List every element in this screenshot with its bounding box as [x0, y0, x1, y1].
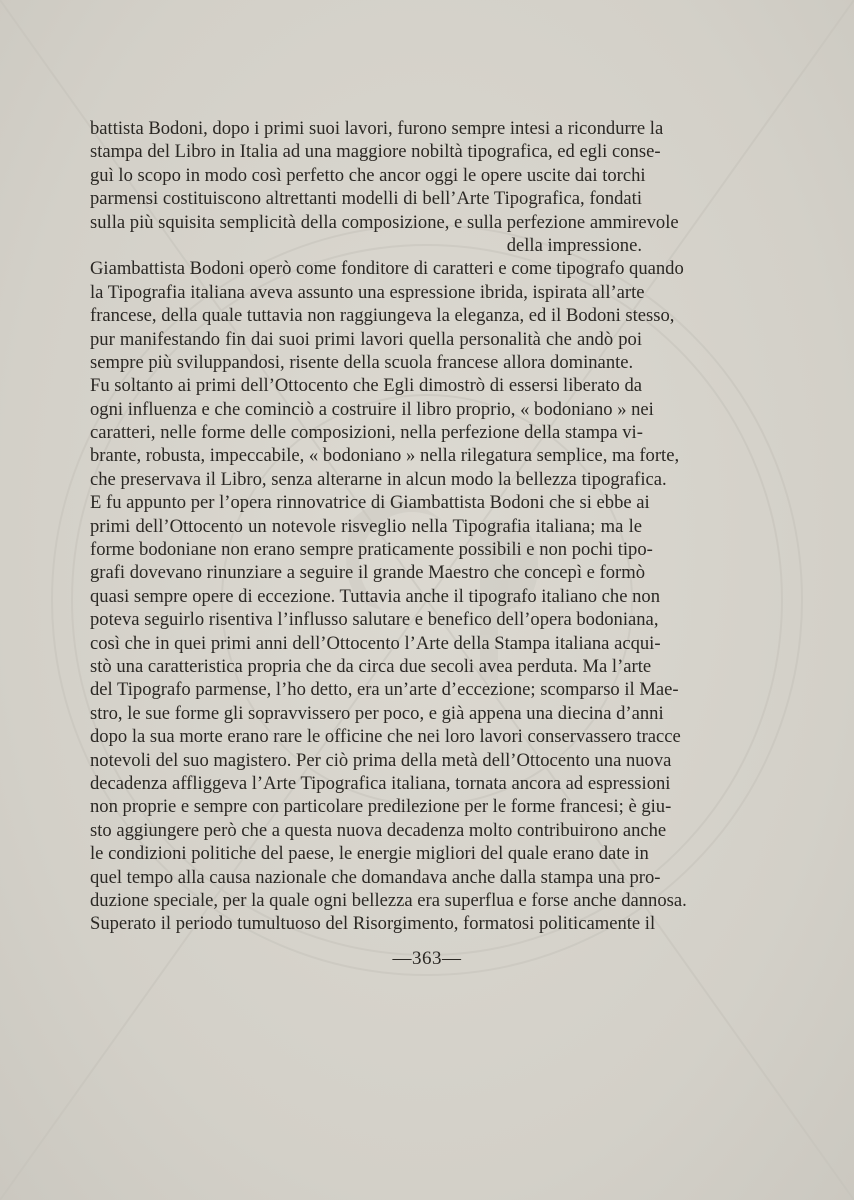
text-line: brante, robusta, impeccabile, « bodoniano » nella rilegatura semplice, ma forte,: [90, 445, 680, 467]
text-line: francese, della quale tuttavia non raggiungeva la eleganza, ed il Bodoni stesso,: [90, 305, 675, 327]
text-line: del Tipografo parmense, l’ho detto, era un’arte d’eccezione; scomparso il Mae-: [90, 679, 679, 701]
text-line: la Tipografia italiana aveva assunto una espressione ibrida, ispirata all’arte: [90, 281, 645, 303]
text-line: guì lo scopo in modo così perfetto che ancor oggi le opere uscite dai torchi: [90, 164, 646, 186]
text-line: pur manifestando fin dai suoi primi lavori quella personalità che andò poi: [90, 328, 642, 350]
text-line: quasi sempre opere di eccezione. Tuttavia anche il tipografo italiano che non: [90, 585, 661, 607]
text-line: Fu soltanto ai primi dell’Ottocento che Egli dimostrò di essersi liberato da: [90, 375, 643, 397]
text-line: battista Bodoni, dopo i primi suoi lavori, furono sempre intesi a ricondurre la: [90, 118, 664, 139]
text-line: dopo la sua morte erano rare le officine che nei loro lavori conservassero tracce: [90, 726, 681, 748]
text-line: decadenza affliggeva l’Arte Tipografica italiana, tornata ancora ad espressioni: [90, 772, 671, 794]
text-line: grafi dovevano rinunziare a seguire il grande Maestro che concepì e formò: [90, 562, 645, 584]
text-line: stampa del Libro in Italia ad una maggiore nobiltà tipografica, ed egli conse-: [90, 141, 661, 163]
text-line: primi dell’Ottocento un notevole risveglio nella Tipografia italiana; ma le: [90, 515, 642, 537]
text-line: della impressione.: [506, 234, 642, 256]
text-line: stro, le sue forme gli sopravvissero per poco, e già appena una diecina d’anni: [90, 702, 664, 724]
text-line: quel tempo alla causa nazionale che domandava anche dalla stampa una pro-: [90, 866, 661, 888]
text-line: notevoli del suo magistero. Per ciò prima della metà dell’Ottocento una nuova: [90, 749, 672, 771]
text-line: Giambattista Bodoni operò come fonditore di caratteri e come tipografo quando: [90, 258, 684, 280]
text-line: duzione speciale, per la quale ogni bellezza era superflua e forse anche dannosa.: [90, 889, 687, 911]
text-line: forme bodoniane non erano sempre praticamente possibili e non pochi tipo-: [90, 539, 653, 561]
page-number: —363—: [392, 948, 462, 969]
text-line: così che in quei primi anni dell’Ottocento l’Arte della Stampa italiana acqui-: [90, 632, 661, 654]
text-line: sempre più sviluppandosi, risente della scuola francese allora dominante.: [90, 351, 634, 373]
text-line: ogni influenza e che cominciò a costruire il libro proprio, « bodoniano » nei: [90, 398, 654, 420]
body-text: [90, 117, 687, 936]
text-line: sulla più squisita semplicità della composizione, e sulla perfezione ammirevole: [90, 211, 679, 233]
text-line: sto aggiungere però che a questa nuova decadenza molto contribuirono anche: [90, 819, 667, 841]
text-line: non proprie e sempre con particolare predilezione per le forme francesi; è giu-: [90, 796, 672, 818]
text-line: le condizioni politiche del paese, le energie migliori del quale erano date in: [90, 843, 649, 865]
text-line: E fu appunto per l’opera rinnovatrice di Giambattista Bodoni che si ebbe ai: [90, 492, 650, 514]
text-line: parmensi costituiscono altrettanti modelli di bell’Arte Tipografica, fondati: [90, 188, 642, 210]
text-line: Superato il periodo tumultuoso del Risorgimento, formatosi politicamente il: [90, 913, 656, 935]
text-line: che preservava il Libro, senza alterarne in alcun modo la bellezza tipografica.: [90, 468, 667, 490]
text-line: poteva seguirlo risentiva l’influsso salutare e benefico dell’opera bodoniana,: [90, 609, 659, 631]
text-line: caratteri, nelle forme delle composizioni, nella perfezione della stampa vi-: [90, 422, 643, 444]
text-line: stò una caratteristica propria che da circa due secoli avea perduta. Ma l’arte: [90, 655, 652, 677]
